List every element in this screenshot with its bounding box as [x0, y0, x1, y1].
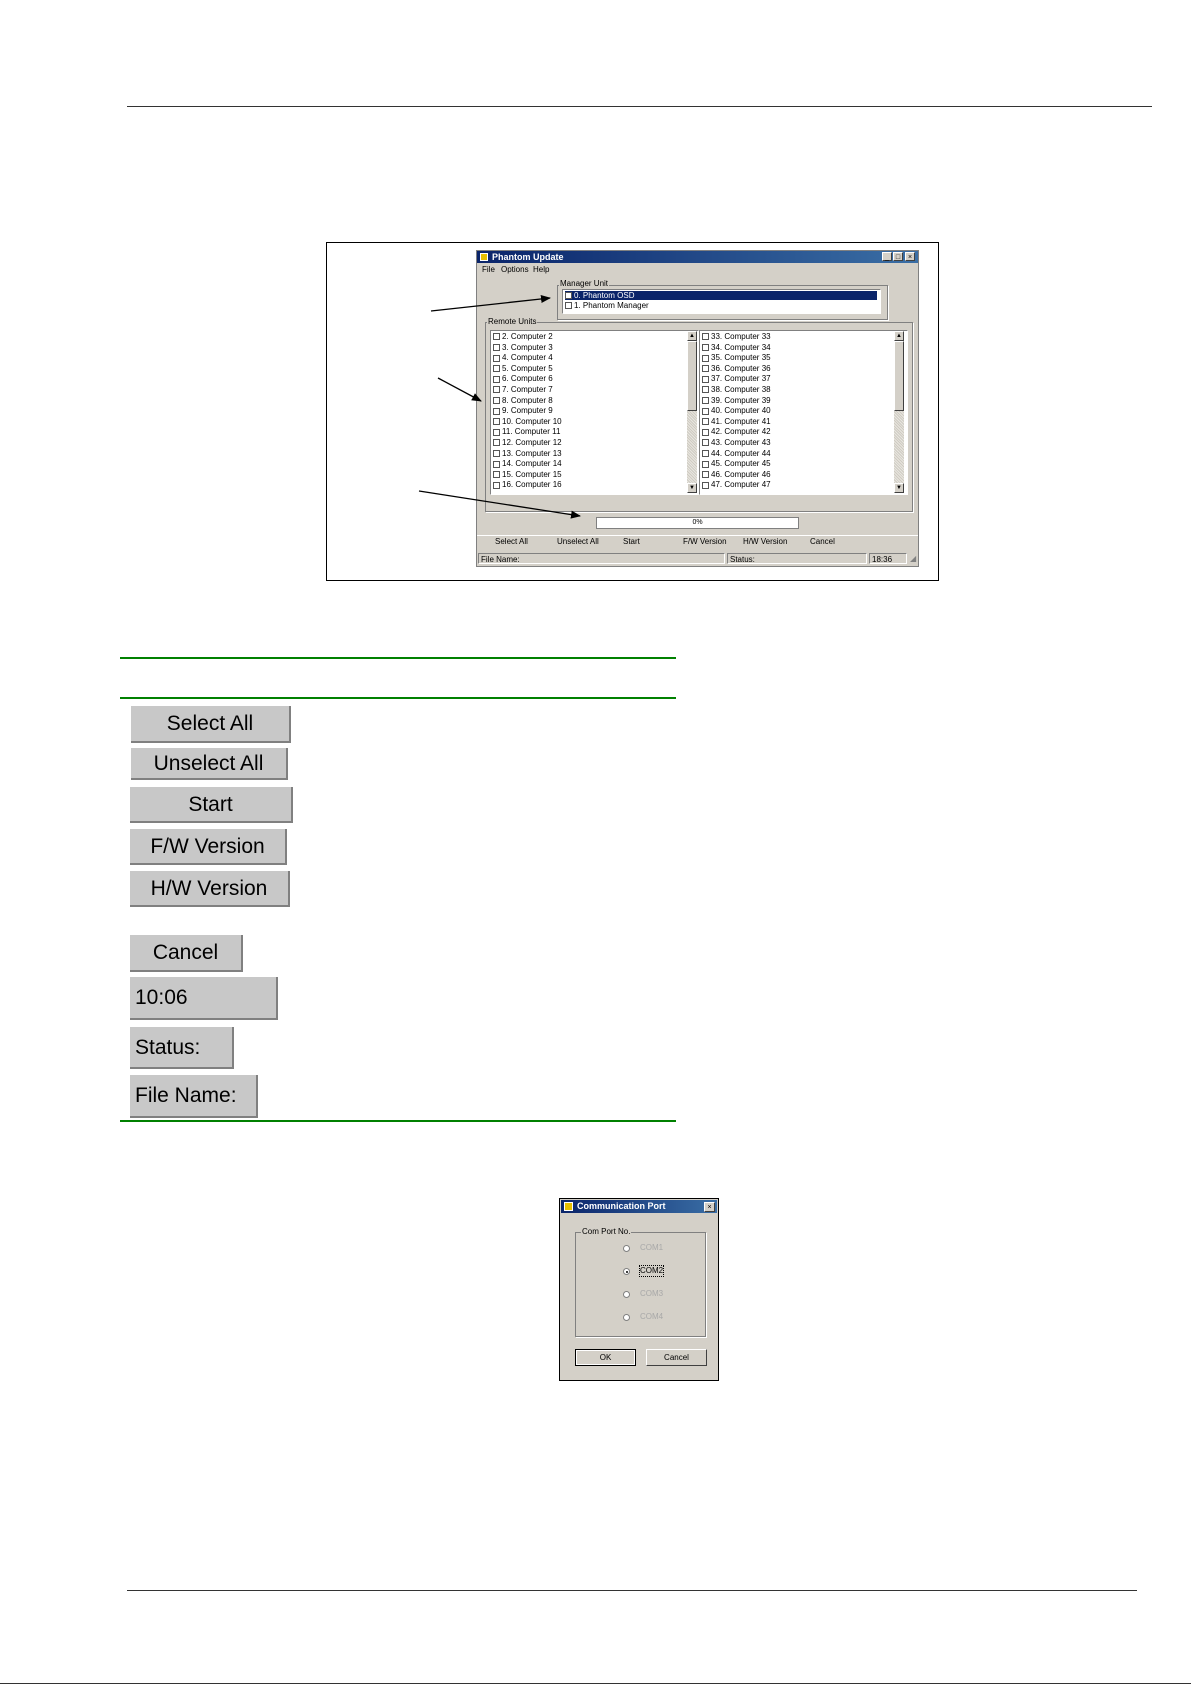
- legend-select-all-button: Select All: [131, 706, 291, 743]
- legend-start-button: Start: [130, 787, 293, 823]
- checkbox[interactable]: [702, 482, 709, 489]
- table-rule-header: [120, 697, 676, 699]
- status-bar: [477, 553, 918, 564]
- checkbox[interactable]: [493, 461, 500, 468]
- remote-unit-label: 6. Computer 6: [502, 374, 553, 384]
- remote-unit-label: 43. Computer 43: [711, 438, 771, 447]
- cancel-button[interactable]: Cancel: [810, 537, 835, 546]
- checkbox[interactable]: [493, 482, 500, 489]
- remote-unit-label: 2. Computer 2: [502, 332, 553, 341]
- checkbox[interactable]: [702, 471, 709, 478]
- radio-com1[interactable]: [623, 1245, 630, 1252]
- checkbox[interactable]: [493, 355, 500, 362]
- remote-unit-label: 7. Computer 7: [502, 385, 553, 394]
- legend-cancel-button: Cancel: [130, 935, 243, 972]
- checkbox[interactable]: [702, 450, 709, 457]
- radio-com4[interactable]: [623, 1314, 630, 1321]
- remote-unit-item[interactable]: [493, 406, 553, 417]
- table-rule-bottom: [120, 1120, 676, 1122]
- remote-unit-label: 38. Computer 38: [711, 385, 771, 394]
- remote-unit-item[interactable]: [493, 438, 562, 449]
- remote-unit-item[interactable]: [493, 385, 553, 396]
- remote-unit-item[interactable]: [702, 353, 771, 364]
- remote-unit-item[interactable]: [493, 374, 553, 385]
- radio-com3[interactable]: [623, 1291, 630, 1298]
- remote-unit-label: 44. Computer 44: [711, 448, 771, 458]
- button-row: [477, 535, 918, 547]
- hw-version-button[interactable]: H/W Version: [743, 537, 788, 546]
- checkbox[interactable]: [702, 439, 709, 446]
- remote-unit-item[interactable]: [493, 417, 562, 428]
- checkbox[interactable]: [493, 471, 500, 478]
- communication-port-dialog: [559, 1198, 719, 1381]
- menubar: [477, 264, 918, 275]
- remote-units-label: Remote Units: [488, 317, 537, 326]
- remote-unit-item[interactable]: [493, 343, 553, 354]
- app-icon: [480, 253, 488, 261]
- checkbox[interactable]: [702, 333, 709, 340]
- remote-unit-item[interactable]: [493, 427, 560, 438]
- time-pane: 18:36: [869, 553, 907, 564]
- checkbox[interactable]: [493, 450, 500, 457]
- checkbox[interactable]: [702, 418, 709, 425]
- remote-unit-item[interactable]: [702, 343, 771, 354]
- scroll-down-icon[interactable]: ▼: [894, 483, 904, 493]
- remote-unit-item[interactable]: [702, 364, 771, 375]
- file-name-pane: File Name:: [478, 553, 725, 564]
- progress-text: 0%: [692, 519, 703, 526]
- checkbox[interactable]: [702, 461, 709, 468]
- radio-com2[interactable]: [623, 1268, 630, 1275]
- remote-unit-label: 39. Computer 39: [711, 395, 771, 405]
- menu-file[interactable]: File: [482, 265, 495, 274]
- unselect-all-button[interactable]: Unselect All: [557, 537, 599, 546]
- remote-unit-label: 11. Computer 11: [502, 427, 561, 437]
- remote-unit-label: 47. Computer 47: [711, 480, 771, 490]
- window-titlebar: [477, 251, 918, 263]
- com1-label: COM1: [640, 1243, 664, 1252]
- remote-unit-item[interactable]: [493, 396, 553, 407]
- remote-unit-item[interactable]: [702, 449, 771, 460]
- checkbox[interactable]: [493, 397, 500, 404]
- remote-unit-label: 46. Computer 46: [711, 469, 771, 479]
- com3-label: COM3: [640, 1289, 664, 1298]
- manager-unit-label: Manager Unit: [560, 279, 609, 288]
- remote-unit-item[interactable]: [493, 480, 562, 491]
- remote-unit-label: 13. Computer 13: [502, 448, 562, 458]
- checkbox[interactable]: [702, 397, 709, 404]
- scroll-thumb[interactable]: [687, 341, 697, 411]
- checkbox[interactable]: [702, 355, 709, 362]
- footer-rule: [127, 1590, 1137, 1591]
- remote-unit-label: 5. Computer 5: [502, 363, 553, 373]
- maximize-icon[interactable]: □: [893, 252, 903, 261]
- remote-unit-label: 45. Computer 45: [711, 459, 771, 469]
- legend-unselect-all-button: Unselect All: [131, 748, 288, 780]
- remote-unit-item[interactable]: [702, 396, 771, 407]
- select-all-button[interactable]: Select All: [495, 537, 528, 546]
- dialog-cancel-button[interactable]: Cancel: [646, 1349, 707, 1366]
- minimize-icon[interactable]: _: [882, 252, 892, 261]
- remote-unit-item[interactable]: [702, 438, 771, 449]
- checkbox[interactable]: [702, 344, 709, 351]
- checkbox[interactable]: [493, 429, 500, 436]
- com4-label: COM4: [640, 1312, 664, 1321]
- checkbox[interactable]: [565, 302, 572, 309]
- remote-unit-label: 37. Computer 37: [711, 374, 771, 384]
- app-icon: [564, 1202, 573, 1211]
- checkbox[interactable]: [565, 292, 572, 299]
- remote-unit-item[interactable]: [702, 374, 771, 385]
- resize-grip-icon[interactable]: ◢: [910, 554, 917, 563]
- remote-unit-label: 40. Computer 40: [711, 406, 771, 416]
- progress-bar: [596, 517, 799, 529]
- remote-unit-item[interactable]: [702, 480, 771, 491]
- manager-item-label: 1. Phantom Manager: [574, 301, 649, 310]
- remote-unit-item[interactable]: [702, 385, 771, 396]
- header-rule: [127, 106, 1152, 107]
- checkbox[interactable]: [493, 418, 500, 425]
- legend-status-pane: Status:: [130, 1027, 234, 1069]
- remote-unit-label: 36. Computer 36: [711, 363, 771, 373]
- remote-unit-item[interactable]: [493, 449, 562, 460]
- remote-unit-item[interactable]: [493, 364, 553, 375]
- remote-units-list-left[interactable]: [490, 330, 699, 495]
- remote-unit-label: 12. Computer 12: [502, 438, 562, 447]
- status-pane: Status:: [727, 553, 867, 564]
- remote-unit-item[interactable]: [702, 332, 771, 343]
- remote-unit-label: 16. Computer 16: [502, 480, 562, 490]
- manager-unit-list[interactable]: [562, 289, 881, 314]
- close-icon[interactable]: ×: [704, 1202, 715, 1212]
- remote-unit-label: 41. Computer 41: [711, 416, 771, 426]
- remote-unit-item[interactable]: [702, 417, 771, 428]
- window-title: Phantom Update: [492, 252, 564, 262]
- dialog-title: Communication Port: [577, 1201, 666, 1211]
- scroll-down-icon[interactable]: ▼: [687, 483, 697, 493]
- checkbox[interactable]: [702, 376, 709, 383]
- remote-unit-label: 33. Computer 33: [711, 332, 771, 341]
- com-port-group-label: Com Port No.: [582, 1227, 631, 1236]
- remote-unit-item[interactable]: [493, 353, 553, 364]
- remote-unit-label: 35. Computer 35: [711, 353, 771, 363]
- remote-unit-label: 3. Computer 3: [502, 342, 553, 352]
- table-rule-top: [120, 657, 676, 659]
- remote-units-list-right[interactable]: [699, 330, 908, 495]
- remote-unit-item[interactable]: [702, 406, 771, 417]
- checkbox[interactable]: [702, 365, 709, 372]
- remote-unit-label: 9. Computer 9: [502, 406, 553, 416]
- menu-help[interactable]: Help: [533, 265, 550, 274]
- fw-version-button[interactable]: F/W Version: [683, 537, 727, 546]
- legend-hw-version-button: H/W Version: [130, 871, 290, 907]
- dialog-titlebar: [561, 1200, 717, 1213]
- checkbox[interactable]: [702, 429, 709, 436]
- checkbox[interactable]: [702, 408, 709, 415]
- manager-item-0[interactable]: [565, 291, 877, 300]
- manager-item-label: 0. Phantom OSD: [574, 291, 635, 300]
- page-bottom-rule: [0, 1683, 1191, 1684]
- right-scrollbar[interactable]: [894, 331, 904, 493]
- remote-unit-label: 8. Computer 8: [502, 395, 553, 405]
- ok-button[interactable]: OK: [575, 1349, 636, 1366]
- remote-unit-item[interactable]: [493, 459, 562, 470]
- checkbox[interactable]: [493, 344, 500, 351]
- menu-options[interactable]: Options: [501, 265, 529, 274]
- remote-unit-item[interactable]: [493, 332, 553, 343]
- start-button[interactable]: Start: [623, 537, 640, 546]
- checkbox[interactable]: [493, 365, 500, 372]
- remote-unit-label: 14. Computer 14: [502, 459, 562, 469]
- checkbox[interactable]: [493, 439, 500, 446]
- scroll-up-icon[interactable]: ▲: [687, 331, 697, 341]
- phantom-update-window: [476, 250, 919, 567]
- checkbox[interactable]: [493, 386, 500, 393]
- legend-time-pane: 10:06: [130, 977, 278, 1020]
- com2-label: COM2: [640, 1266, 664, 1275]
- checkbox[interactable]: [493, 333, 500, 340]
- remote-unit-label: 4. Computer 4: [502, 353, 553, 363]
- remote-unit-label: 42. Computer 42: [711, 427, 771, 437]
- manager-item-1[interactable]: [565, 301, 649, 310]
- checkbox[interactable]: [493, 408, 500, 415]
- scroll-thumb[interactable]: [894, 341, 904, 411]
- checkbox[interactable]: [493, 376, 500, 383]
- left-scrollbar[interactable]: [687, 331, 697, 493]
- remote-unit-item[interactable]: [702, 459, 771, 470]
- legend-file-name-pane: File Name:: [130, 1075, 258, 1118]
- legend-fw-version-button: F/W Version: [130, 829, 287, 865]
- remote-unit-item[interactable]: [493, 470, 562, 481]
- remote-unit-label: 34. Computer 34: [711, 342, 771, 352]
- remote-unit-item[interactable]: [702, 470, 771, 481]
- close-icon[interactable]: ×: [905, 252, 915, 261]
- remote-unit-label: 15. Computer 15: [502, 469, 562, 479]
- checkbox[interactable]: [702, 386, 709, 393]
- remote-unit-item[interactable]: [702, 427, 771, 438]
- remote-unit-label: 10. Computer 10: [502, 416, 562, 426]
- scroll-up-icon[interactable]: ▲: [894, 331, 904, 341]
